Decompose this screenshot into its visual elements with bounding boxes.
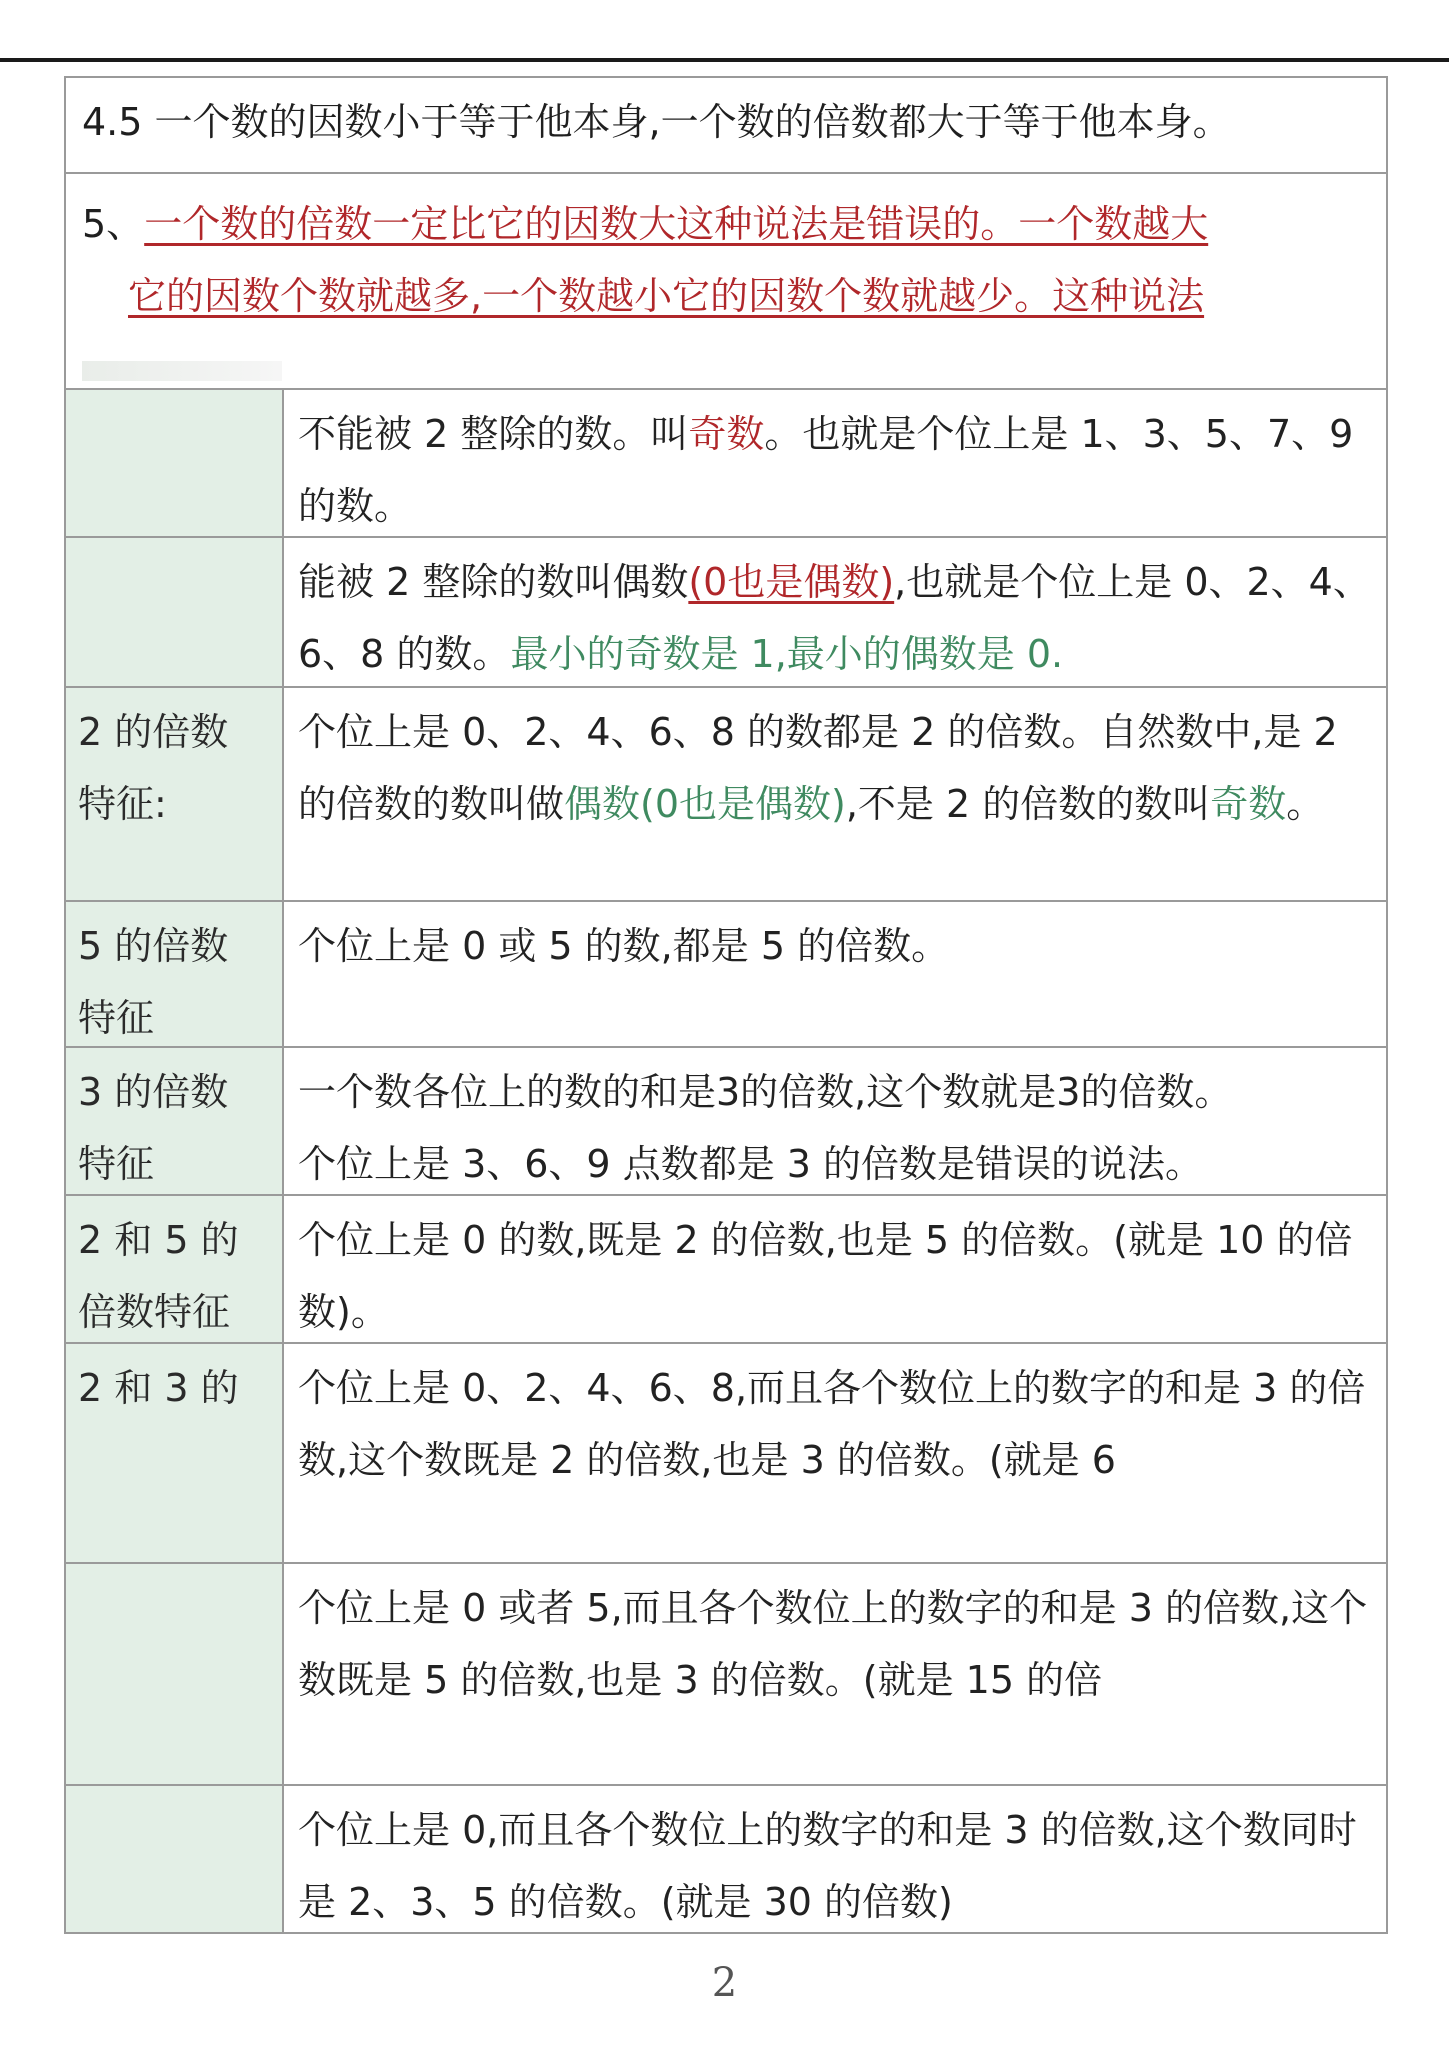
row-label	[66, 902, 284, 1046]
top-rule	[0, 58, 1449, 62]
label-line: 特征	[78, 996, 155, 1040]
text-part: 不能被 2 整除的数。叫	[298, 412, 689, 456]
row-text: 4.5 一个数的因数小于等于他本身,一个数的倍数都大于等于他本身。	[82, 100, 1231, 144]
row-content: 个位上是 0 或者 5,而且各个数位上的数字的和是 3 的倍数,这个数既是 5 的倍数,也是 3 的倍数。(就是 15 的倍	[298, 1586, 1368, 1702]
label-line: 2 和 3 的	[78, 1366, 239, 1410]
row-content: 个位上是 0 或 5 的数,都是 5 的倍数。	[298, 924, 950, 968]
row-label	[66, 1048, 284, 1194]
row-multiple-of-2-and-5	[66, 1196, 1386, 1344]
label-line: 2 和 5 的	[78, 1218, 239, 1262]
row-label	[66, 1344, 284, 1562]
highlight-odd: 奇数	[1210, 782, 1287, 826]
text-part: 个位上是 0、2、4、6、8 的数都是 2 的倍数。自然数中,是 2 的倍数的数叫做	[298, 710, 1338, 826]
blurred-mark	[82, 361, 282, 381]
row-label	[66, 1564, 284, 1784]
row-label	[66, 688, 284, 900]
row-label	[66, 390, 284, 536]
text-part: 能被 2 整除的数叫偶数	[298, 560, 689, 604]
row-content: 个位上是 0、2、4、6、8,而且各个数位上的数字的和是 3 的倍数,这个数既是 2 的倍数,也是 3 的倍数。(就是 6	[298, 1366, 1366, 1482]
row-multiple-of-3	[66, 1048, 1386, 1196]
label-line: 特征	[78, 1142, 155, 1186]
row-misconception-note	[66, 174, 1386, 390]
item-number: 5、	[82, 202, 145, 246]
row-content	[284, 1048, 1386, 1194]
row-multiple-of-2-3-5	[66, 1786, 1386, 1932]
row-content: 个位上是 0,而且各个数位上的数字的和是 3 的倍数,这个数同时是 2、3、5 的倍数。(就是 30 的倍数)	[298, 1808, 1357, 1924]
row-multiple-of-3-and-5	[66, 1564, 1386, 1786]
text-part: ,不是 2 的倍数的数叫	[845, 782, 1211, 826]
text-part: 。	[1286, 782, 1325, 826]
highlight-even: 偶数(0也是偶数)	[564, 782, 846, 826]
text-line: 个位上是 3、6、9 点数都是 3 的倍数是错误的说法。	[298, 1142, 1204, 1186]
highlight-zero-even: (0也是偶数)	[688, 560, 895, 604]
text-part: 。也就是个位上是 1、3、5、7、9的数。	[298, 412, 1354, 528]
page-number: 2	[711, 1960, 738, 2006]
row-factor-multiple-note	[66, 78, 1386, 174]
row-even-number	[66, 538, 1386, 688]
row-label	[66, 1196, 284, 1342]
row-label	[66, 538, 284, 686]
red-underlined-line-1: 一个数的倍数一定比它的因数大这种说法是错误的。一个数越大	[144, 202, 1209, 246]
label-line: 特征:	[78, 782, 167, 826]
row-label	[66, 1786, 284, 1932]
label-line: 3 的倍数	[78, 1070, 229, 1114]
row-content	[284, 538, 1386, 686]
text-line: 一个数各位上的数的和是3的倍数,这个数就是3的倍数。	[298, 1070, 1233, 1114]
highlight-smallest: 最小的奇数是 1,最小的偶数是 0.	[510, 632, 1064, 676]
label-line: 2 的倍数	[78, 710, 229, 754]
label-line: 倍数特征	[78, 1290, 231, 1334]
row-multiple-of-5	[66, 902, 1386, 1048]
label-line: 5 的倍数	[78, 924, 229, 968]
row-content: 个位上是 0 的数,既是 2 的倍数,也是 5 的倍数。(就是 10 的倍数)。	[298, 1218, 1353, 1334]
row-content	[284, 688, 1386, 900]
row-odd-number	[66, 390, 1386, 538]
highlight-odd: 奇数	[688, 412, 765, 456]
red-underlined-line-2: 它的因数个数就越多,一个数越小它的因数个数就越少。这种说法	[128, 274, 1205, 318]
row-multiple-of-2	[66, 688, 1386, 902]
row-text-block	[66, 174, 1386, 388]
row-content	[284, 390, 1386, 536]
notes-table	[64, 76, 1388, 1934]
row-multiple-of-2-and-3	[66, 1344, 1386, 1564]
text-part: ,也就是个位上是 0、2、4、6、8 的数。	[298, 560, 1371, 676]
